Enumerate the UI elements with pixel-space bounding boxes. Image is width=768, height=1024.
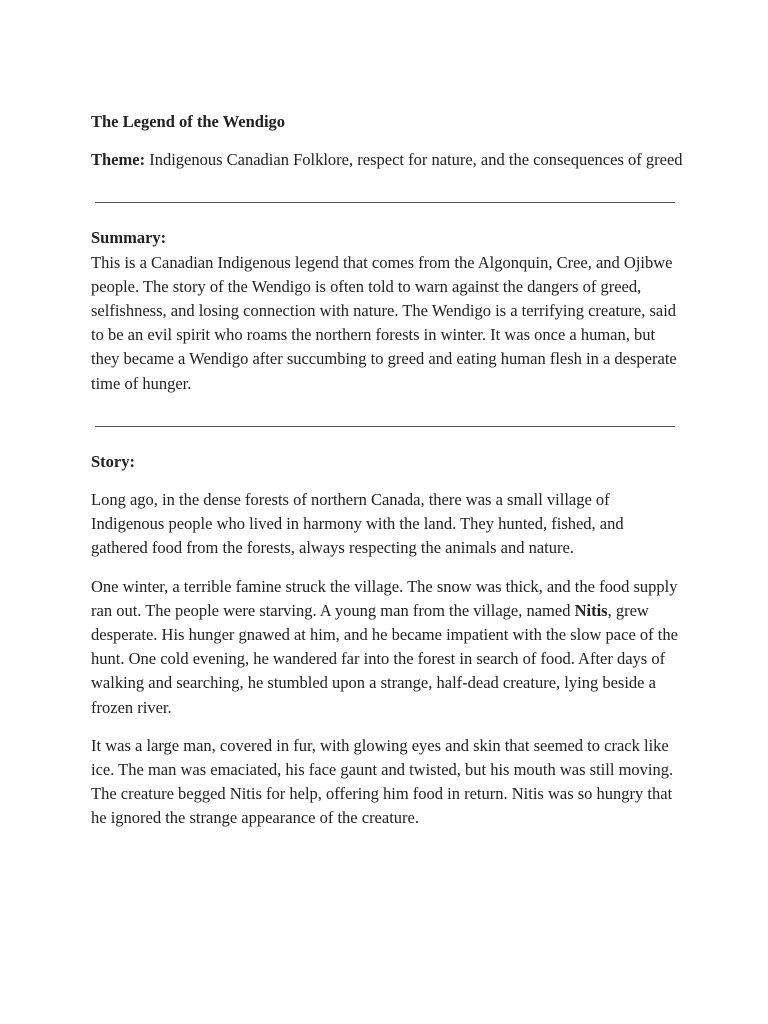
story-paragraph-2	[91, 575, 683, 720]
story-paragraph-2-before: One winter, a terrible famine struck the village. The snow was thick, and the food supply ran out. The people were starving. A young man from the village, named	[91, 576, 678, 620]
summary-label: Summary:	[91, 228, 167, 248]
story-paragraph-3: It was a large man, covered in fur, with glowing eyes and skin that seemed to crack like ice. The man was emaciated, his face gaunt and twisted, but his mouth was still moving. The creature begged Nitis for help, offering him food in return. Nitis was so hungry that he ignored the strange appearance of the creature.	[91, 735, 674, 828]
story-label: Story:	[91, 451, 135, 471]
theme-line	[91, 148, 683, 172]
summary-text: This is a Canadian Indigenous legend that comes from the Algonquin, Cree, and Ojibwe people. The story of the Wendigo is often told to warn against the dangers of greed, selfishness, and losing connection with nature. The Wendigo is a terrifying creature, said to be an evil spirit who roams the northern forests in winter. It was once a human, but they became a Wendigo after succumbing to greed and eating human flesh in a desperate time of hunger.	[91, 252, 677, 393]
character-name-nitis: Nitis	[574, 600, 608, 620]
document-title: The Legend of the Wendigo	[91, 112, 286, 131]
divider-1	[95, 202, 675, 203]
theme-text: Indigenous Canadian Folklore, respect for nature, and the consequences of greed	[145, 150, 683, 170]
divider-2	[95, 426, 675, 427]
story-paragraph-1: Long ago, in the dense forests of northern Canada, there was a small village of Indigenous people who lived in harmony with the land. They hunted, fished, and gathered food from the forests, always respecting the animals and nature.	[91, 490, 624, 558]
document-page	[91, 110, 683, 845]
theme-label: Theme:	[91, 150, 146, 170]
story-paragraph-2-after: , grew desperate. His hunger gnawed at him, and he became impatient with the slow pace of the hunt. One cold evening, he wandered far into the forest in search of food. After days of walking and searching, he stumbled upon a strange, half-dead creature, lying beside a frozen river.	[91, 600, 678, 717]
